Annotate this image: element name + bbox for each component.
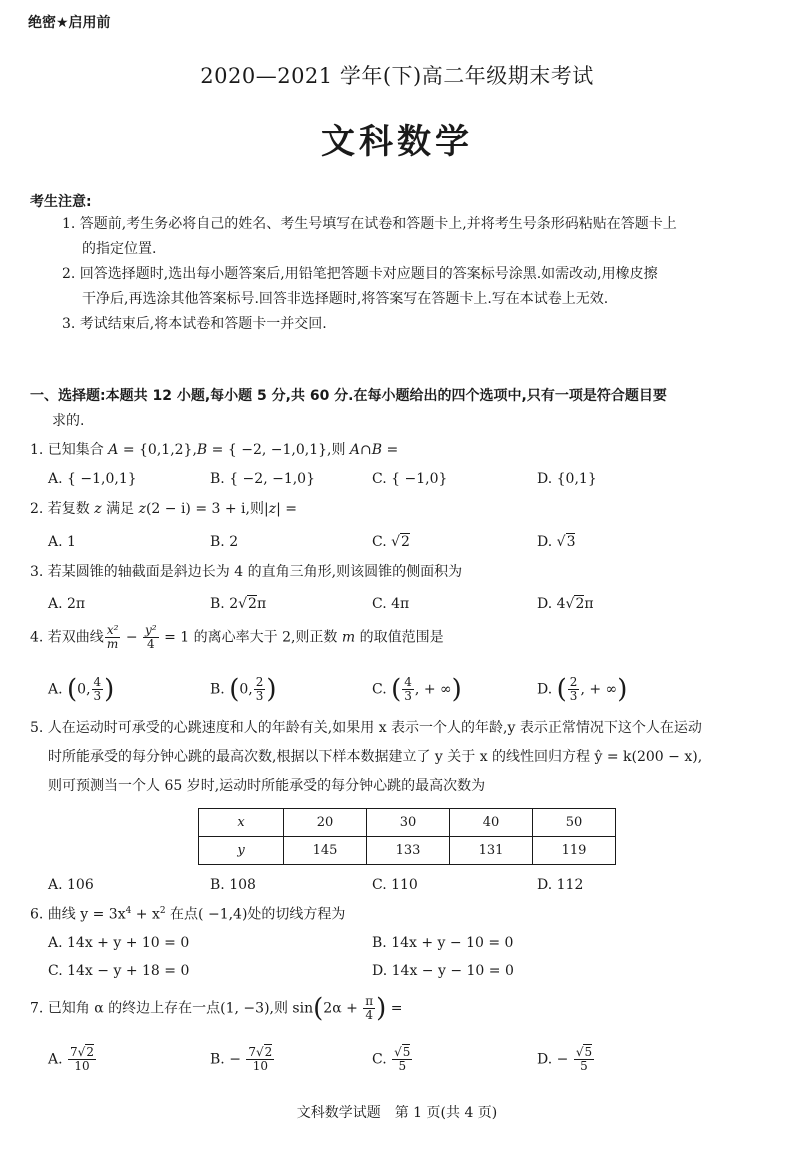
section-heading: 一、选择题:本题共 12 小题,每小题 5 分,共 60 分.在每小题给出的四个选项中,只有一项是符合题目要	[30, 388, 667, 404]
question-3: 3. 若某圆锥的轴截面是斜边长为 4 的直角三角形,则该圆锥的侧面积为	[30, 564, 463, 580]
notice-item-3: 3. 考试结束后,将本试卷和答题卡一并交回.	[62, 316, 327, 332]
q1-option-d: D. {0,1}	[537, 471, 597, 487]
sample-data-table	[198, 808, 616, 865]
q1-option-a: A. { −1,0,1}	[48, 471, 137, 487]
table-cell: 133	[367, 837, 450, 865]
table-cell: 50	[533, 809, 616, 837]
question-7: 7. 已知角 α 的终边上存在一点(1, −3),则 sin(2α + $\frac{\pi}{4}$ ) =	[30, 993, 403, 1024]
q6-option-c: C. 14x − y + 18 = 0	[48, 963, 190, 979]
q1-option-b: B. { −2, −1,0}	[210, 471, 316, 487]
table-header-x: x	[199, 809, 284, 837]
table-cell: 145	[284, 837, 367, 865]
table-cell: 119	[533, 837, 616, 865]
table-row	[199, 809, 616, 837]
q4-option-d: D. ( $\frac{2}{3}$ , + ∞)	[537, 674, 628, 705]
question-5-line-2: 时所能承受的每分钟心跳的最高次数,根据以下样本数据建立了 y 关于 x 的线性回归方程 ŷ = k(200 − x),	[48, 749, 703, 765]
q3-option-d: D. 4√2π	[537, 596, 594, 612]
q7-option-d: D. − $\frac{√5}{5}$	[537, 1045, 593, 1074]
q5-option-d: D. 112	[537, 877, 584, 893]
q2-option-a: A. 1	[48, 534, 76, 550]
q6-option-a: A. 14x + y + 10 = 0	[48, 935, 190, 951]
subject-title: 文科数学	[321, 122, 473, 162]
q7-option-a: A. $\frac{7√2}{10}$	[48, 1045, 94, 1074]
confidential-label: 绝密★启用前	[28, 15, 111, 31]
q1-option-c: C. { −1,0}	[372, 471, 448, 487]
q5-option-b: B. 108	[210, 877, 256, 893]
q4-option-c: C. ( $\frac{4}{3}$ , + ∞)	[372, 674, 462, 705]
page-footer: 文科数学试题 第 1 页(共 4 页)	[296, 1105, 498, 1121]
notice-item-2: 2. 回答选择题时,选出每小题答案后,用铅笔把答题卡对应题目的答案标号涂黑.如需改动,用橡皮擦	[62, 266, 658, 282]
q6-option-b: B. 14x + y − 10 = 0	[372, 935, 514, 951]
notice-item-1: 1. 答题前,考生务必将自己的姓名、考生号填写在试卷和答题卡上,并将考生号条形码粘贴在答题卡上	[62, 216, 677, 232]
notice-item-1-cont: 的指定位置.	[82, 241, 157, 257]
q5-option-c: C. 110	[372, 877, 418, 893]
table-header-y: y	[199, 837, 284, 865]
question-5-line-3: 则可预测当一个人 65 岁时,运动时所能承受的每分钟心跳的最高次数为	[48, 778, 486, 794]
table-row	[199, 837, 616, 865]
question-4: 4. 若双曲线 $\frac{\text{x²}}{m}$ − $\frac{\text{y²}}{4}$ = 1 的离心率大于 2,则正数 m 的取值范围是	[30, 623, 444, 652]
q2-option-c: C. √2	[372, 534, 410, 550]
q4-option-a: A. (0, $\frac{4}{3}$ )	[48, 674, 115, 705]
q3-option-c: C. 4π	[372, 596, 410, 612]
q6-option-d: D. 14x − y − 10 = 0	[372, 963, 514, 979]
q3-option-a: A. 2π	[48, 596, 86, 612]
notice-item-2-cont: 干净后,再选涂其他答案标号.回答非选择题时,将答案写在答题卡上.写在本试卷上无效.	[82, 291, 609, 307]
table-cell: 30	[367, 809, 450, 837]
table-cell: 40	[450, 809, 533, 837]
q4-option-b: B. (0, $\frac{2}{3}$ )	[210, 674, 277, 705]
q3-option-b: B. 2√2π	[210, 596, 267, 612]
exam-title: 2020—2021 学年(下)高二年级期末考试	[200, 64, 594, 88]
notice-heading: 考生注意:	[30, 194, 92, 210]
table-cell: 20	[284, 809, 367, 837]
q7-option-c: C. $\frac{√5}{5}$	[372, 1045, 411, 1074]
table-cell: 131	[450, 837, 533, 865]
q2-option-b: B. 2	[210, 534, 239, 550]
question-1: 1. 已知集合 A = {0,1,2},B = { −2, −1,0,1},则 A∩B =	[30, 442, 399, 458]
q7-option-b: B. − $\frac{7√2}{10}$	[210, 1045, 273, 1074]
section-heading-cont: 求的.	[52, 413, 85, 429]
q2-option-d: D. √3	[537, 534, 576, 550]
question-2: 2. 若复数 z 满足 z(2 − i) = 3 + i,则|z| =	[30, 501, 298, 517]
q5-option-a: A. 106	[48, 877, 94, 893]
question-5-line-1: 5. 人在运动时可承受的心跳速度和人的年龄有关,如果用 x 表示一个人的年龄,y 表示正常情况下这个人在运动	[30, 720, 702, 736]
question-6: 6. 曲线 $y = 3x^4 + x^2$ 在点( −1,4)处的切线方程为	[30, 906, 346, 923]
